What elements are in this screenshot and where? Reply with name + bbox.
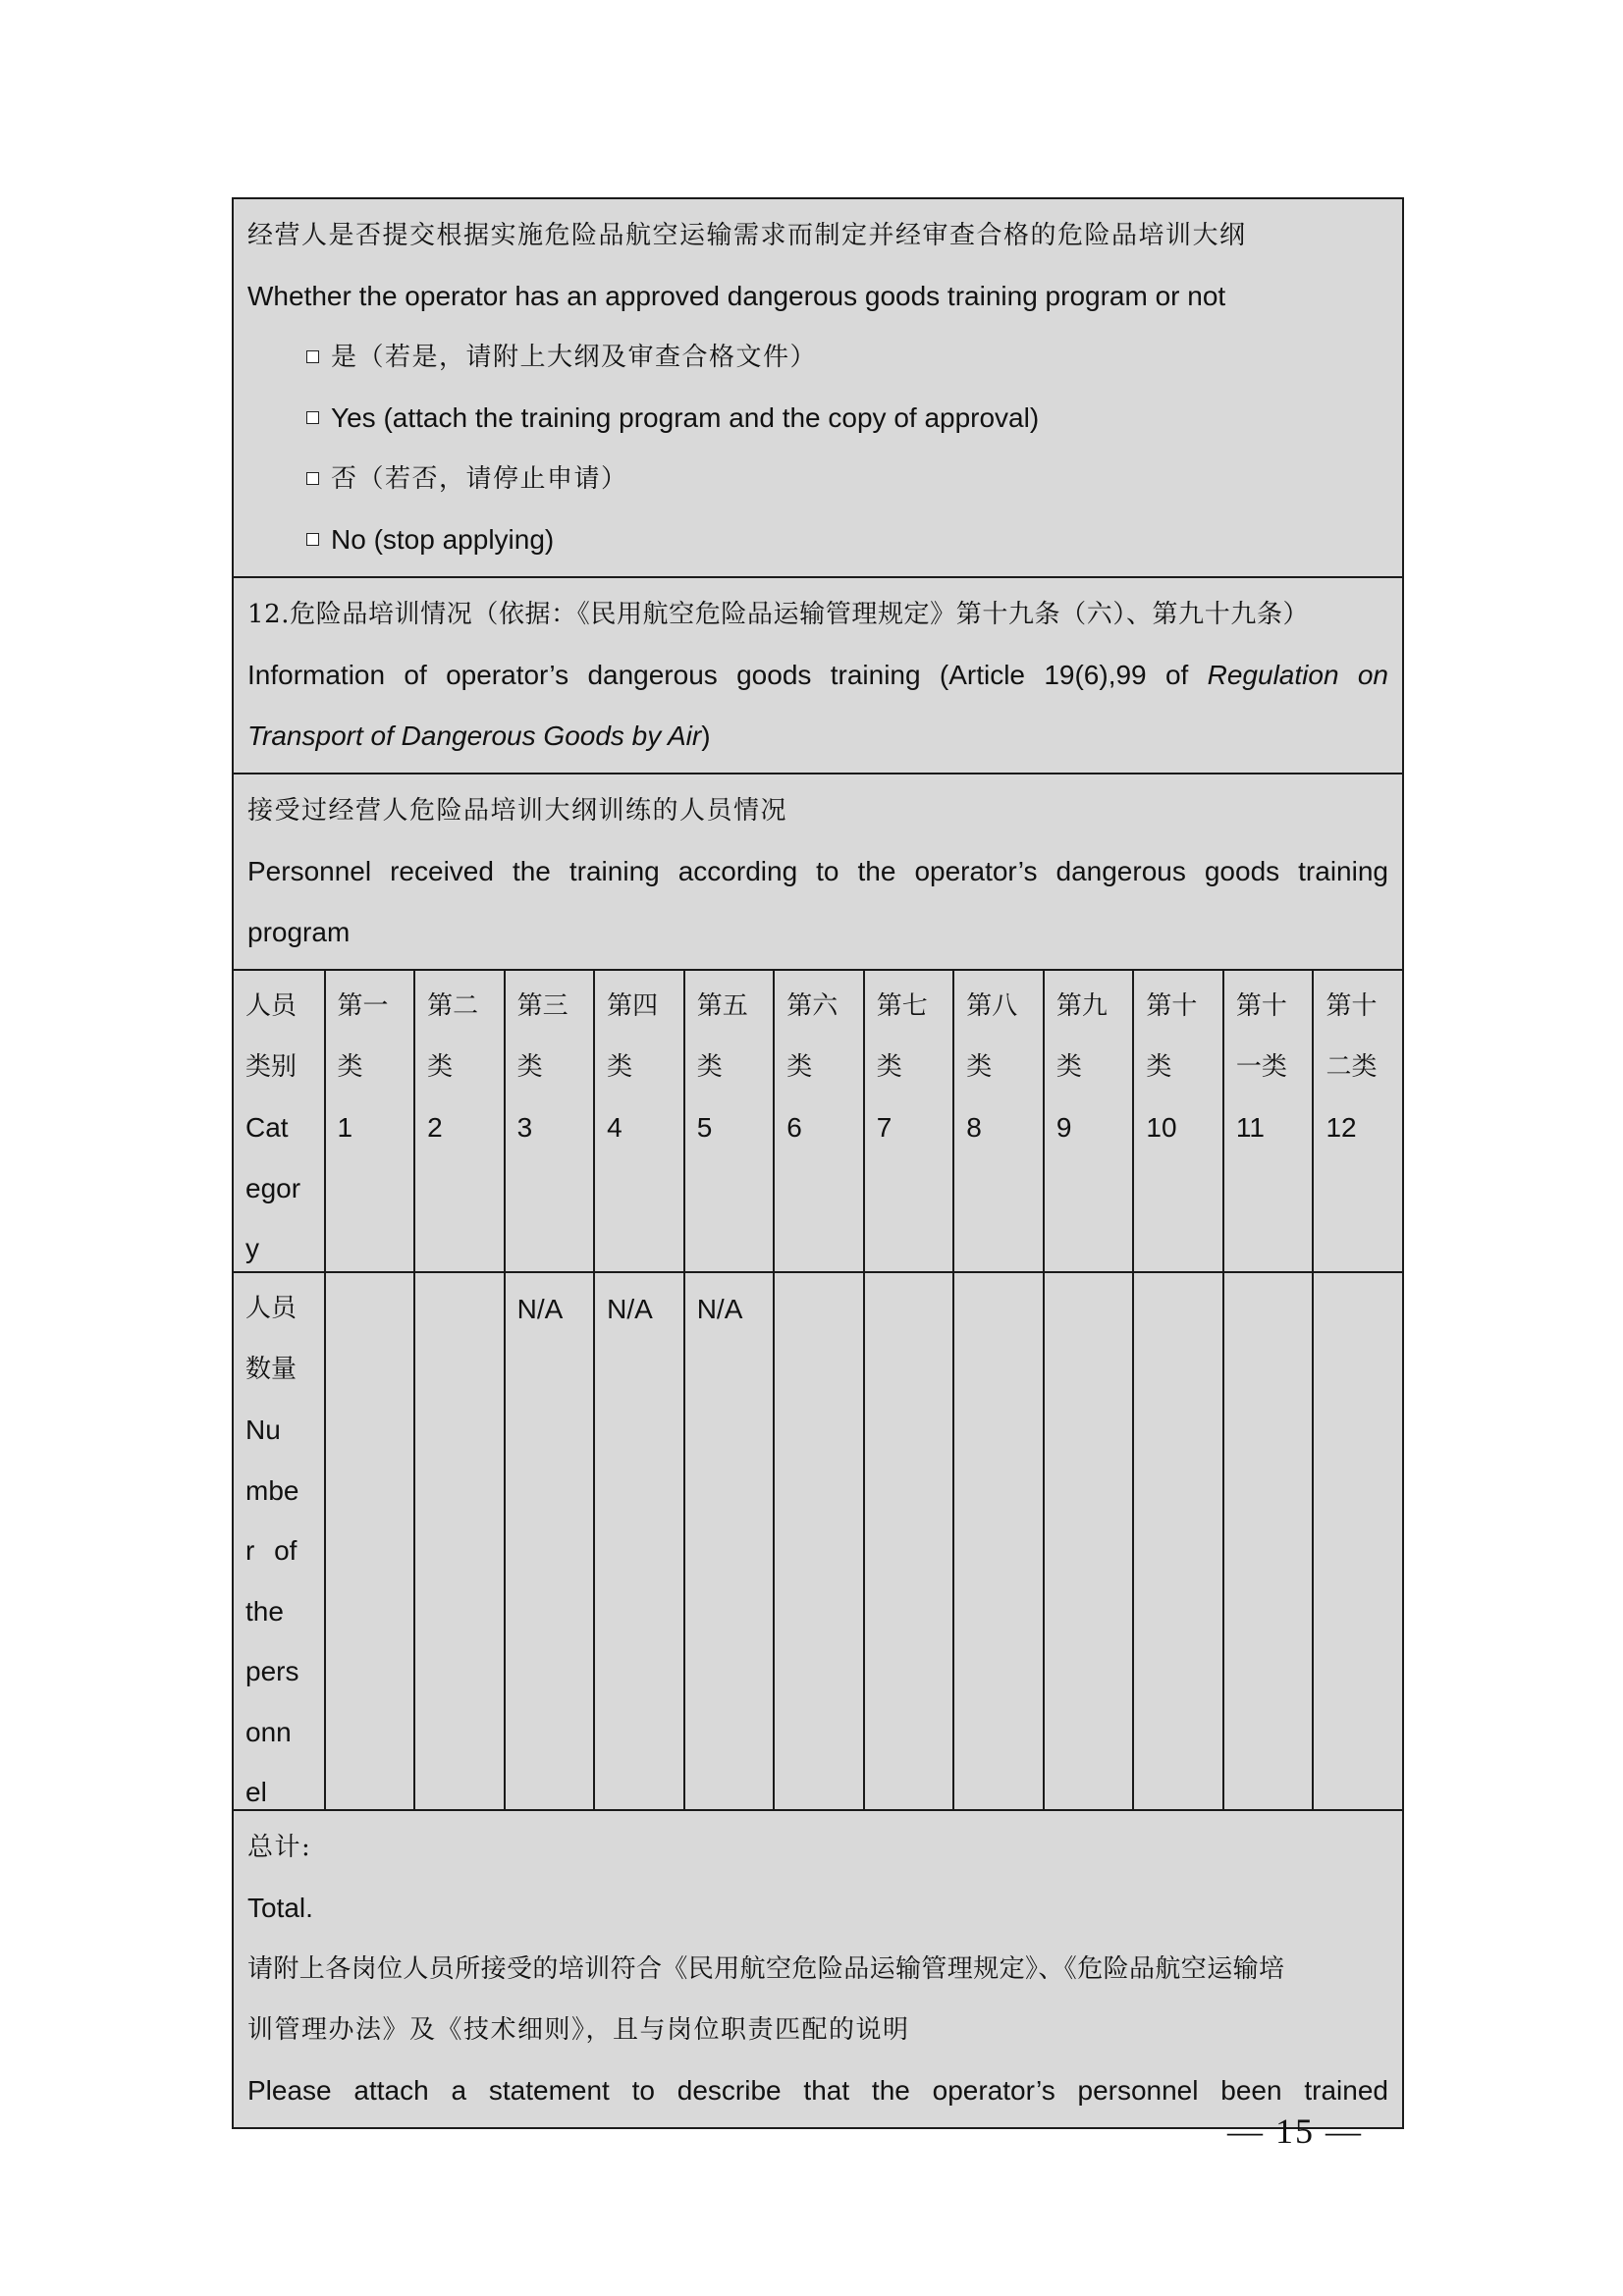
category-6-num: 6 xyxy=(786,1112,802,1143)
category-4-num: 4 xyxy=(607,1112,622,1143)
category-cell-4 xyxy=(593,971,683,1271)
category-3-zh1: 第三 xyxy=(516,991,568,1021)
personnel-count-cell-11[interactable] xyxy=(1222,1273,1313,1809)
category-10-num: 10 xyxy=(1146,1112,1177,1143)
option-yes-zh[interactable] xyxy=(247,327,1388,388)
personnel-count-cell-1[interactable] xyxy=(324,1273,414,1809)
category-header-zh-2: 类别 xyxy=(245,1051,298,1082)
total-note-zh-line1: 请附上各岗位人员所接受的培训符合《民用航空危险品运输管理规定》、《危险品航空运输培 xyxy=(247,1954,1285,1984)
training-info-title-en-line1 xyxy=(247,645,1388,706)
option-yes-zh-label: 是（若是，请附上大纲及审查合格文件） xyxy=(331,343,818,372)
category-8-zh2: 类 xyxy=(966,1051,993,1082)
option-no-zh[interactable] xyxy=(247,449,1388,509)
category-4-zh1: 第四 xyxy=(607,991,659,1021)
category-cell-2 xyxy=(413,971,504,1271)
category-7-zh1: 第七 xyxy=(876,991,928,1021)
total-label-zh: 总计: xyxy=(247,1833,312,1862)
category-header-en-3: y xyxy=(245,1233,259,1263)
training-info-title-zh: 12.危险品培训情况（依据：《民用航空危险品运输管理规定》第十九条（六）、第九十九条） xyxy=(247,600,1310,629)
total-note-en: Please attach a statement to describe that the operator’s personnel been trained xyxy=(247,2075,1388,2106)
option-yes-en[interactable] xyxy=(247,388,1388,449)
personnel-count-value-4: N/A xyxy=(607,1294,653,1324)
category-cell-10 xyxy=(1132,971,1222,1271)
number-header-zh-2: 数量 xyxy=(245,1354,298,1384)
personnel-count-cell-5[interactable] xyxy=(683,1273,774,1809)
category-header-en-2: egor xyxy=(245,1172,301,1203)
category-12-num: 12 xyxy=(1325,1112,1357,1143)
category-cell-7 xyxy=(863,971,953,1271)
number-header-cell xyxy=(234,1273,324,1809)
personnel-count-cell-8[interactable] xyxy=(952,1273,1043,1809)
category-cell-12 xyxy=(1312,971,1402,1271)
option-no-en[interactable] xyxy=(247,509,1388,570)
category-7-num: 7 xyxy=(876,1112,893,1143)
training-info-title-en-suffix: ) xyxy=(701,721,711,751)
personnel-title-en-line2: program xyxy=(247,917,351,947)
personnel-count-cell-4[interactable] xyxy=(593,1273,683,1809)
category-row xyxy=(234,969,1402,1271)
option-no-zh-label: 否（若否，请停止申请） xyxy=(331,464,628,494)
total-label-en: Total. xyxy=(247,1893,313,1923)
category-12-zh2: 二类 xyxy=(1325,1051,1378,1082)
category-5-zh2: 类 xyxy=(696,1051,723,1082)
number-header-en-6: onn xyxy=(245,1716,292,1747)
personnel-count-cell-6[interactable] xyxy=(773,1273,863,1809)
category-3-zh2: 类 xyxy=(516,1051,543,1082)
training-program-question-en: Whether the operator has an approved dangerous goods training program or not xyxy=(247,281,1226,311)
category-11-zh1: 第十 xyxy=(1235,991,1287,1021)
category-cell-1 xyxy=(324,971,414,1271)
personnel-count-cell-10[interactable] xyxy=(1132,1273,1222,1809)
category-cell-6 xyxy=(773,971,863,1271)
category-cell-9 xyxy=(1043,971,1133,1271)
personnel-count-cell-3[interactable] xyxy=(504,1273,594,1809)
number-header-en-2: mbe xyxy=(245,1474,299,1506)
training-info-section xyxy=(234,576,1402,773)
number-row xyxy=(234,1271,1402,1809)
category-cell-8 xyxy=(952,971,1043,1271)
category-header-en-1: Cat xyxy=(245,1112,289,1143)
category-9-zh1: 第九 xyxy=(1055,991,1108,1021)
option-yes-en-label: Yes (attach the training program and the copy of approval) xyxy=(331,402,1040,433)
personnel-title-zh: 接受过经营人危险品培训大纲训练的人员情况 xyxy=(247,796,788,826)
personnel-title-en-line1: Personnel received the training according to the operator’s dangerous goods training xyxy=(247,856,1388,886)
checkbox-no-zh[interactable] xyxy=(306,472,319,485)
training-info-title-en-prefix: Information of operator’s dangerous goods training (Article 19(6),99 of xyxy=(247,660,1208,690)
category-3-num: 3 xyxy=(516,1112,533,1143)
page-number: — 15 — xyxy=(1227,2111,1363,2151)
category-cell-3 xyxy=(504,971,594,1271)
personnel-section xyxy=(234,773,1402,969)
category-1-zh2: 类 xyxy=(337,1051,363,1082)
category-6-zh1: 第六 xyxy=(786,991,839,1021)
personnel-count-cell-2[interactable] xyxy=(413,1273,504,1809)
category-2-zh1: 第二 xyxy=(427,991,479,1021)
number-header-en-7: el xyxy=(245,1777,267,1807)
category-5-num: 5 xyxy=(696,1112,713,1143)
personnel-count-value-5: N/A xyxy=(696,1294,743,1324)
number-header-zh-1: 人员 xyxy=(245,1294,298,1323)
number-header-en-5: pers xyxy=(245,1656,299,1686)
category-12-zh1: 第十 xyxy=(1325,991,1378,1021)
category-header-cell xyxy=(234,971,324,1271)
checkbox-yes-en[interactable] xyxy=(306,411,319,424)
total-section xyxy=(234,1809,1402,2127)
category-header-zh-1: 人员 xyxy=(245,991,298,1021)
category-10-zh2: 类 xyxy=(1146,1051,1172,1082)
regulation-title-part2: Transport of Dangerous Goods by Air xyxy=(247,721,702,751)
category-5-zh1: 第五 xyxy=(696,991,748,1021)
category-2-zh2: 类 xyxy=(427,1051,454,1082)
category-6-zh2: 类 xyxy=(786,1051,813,1082)
training-program-section xyxy=(234,199,1402,576)
regulation-title-part1: Regulation on xyxy=(1207,660,1388,690)
category-2-num: 2 xyxy=(427,1112,443,1143)
dangerous-goods-form xyxy=(232,197,1404,2129)
category-4-zh2: 类 xyxy=(607,1051,633,1082)
number-header-en-1: Nu xyxy=(245,1415,281,1445)
personnel-count-cell-7[interactable] xyxy=(863,1273,953,1809)
total-note-zh-line2: 训管理办法》及《技术细则》，且与岗位职责匹配的说明 xyxy=(247,2015,910,2045)
option-no-en-label: No (stop applying) xyxy=(331,524,555,555)
category-cell-5 xyxy=(683,971,774,1271)
category-8-zh1: 第八 xyxy=(966,991,1018,1021)
personnel-count-cell-9[interactable] xyxy=(1043,1273,1133,1809)
category-11-num: 11 xyxy=(1235,1112,1265,1143)
number-header-en-4: the xyxy=(245,1595,284,1627)
category-9-zh2: 类 xyxy=(1055,1051,1082,1082)
category-8-num: 8 xyxy=(966,1112,982,1143)
personnel-count-value-3: N/A xyxy=(516,1294,564,1324)
category-1-zh1: 第一 xyxy=(337,991,389,1021)
category-7-zh2: 类 xyxy=(876,1051,902,1082)
checkbox-yes-zh[interactable] xyxy=(306,350,319,363)
checkbox-no-en[interactable] xyxy=(306,533,319,546)
category-11-zh2: 一类 xyxy=(1235,1051,1287,1082)
training-info-title-en-line2 xyxy=(247,706,1388,767)
category-10-zh1: 第十 xyxy=(1146,991,1198,1021)
category-9-num: 9 xyxy=(1055,1112,1072,1143)
training-program-question-zh: 经营人是否提交根据实施危险品航空运输需求而制定并经审查合格的危险品培训大纲 xyxy=(247,221,1247,250)
category-1-num: 1 xyxy=(337,1112,353,1143)
number-header-en-3: r of xyxy=(245,1535,298,1566)
personnel-count-cell-12[interactable] xyxy=(1312,1273,1402,1809)
category-cell-11 xyxy=(1222,971,1313,1271)
